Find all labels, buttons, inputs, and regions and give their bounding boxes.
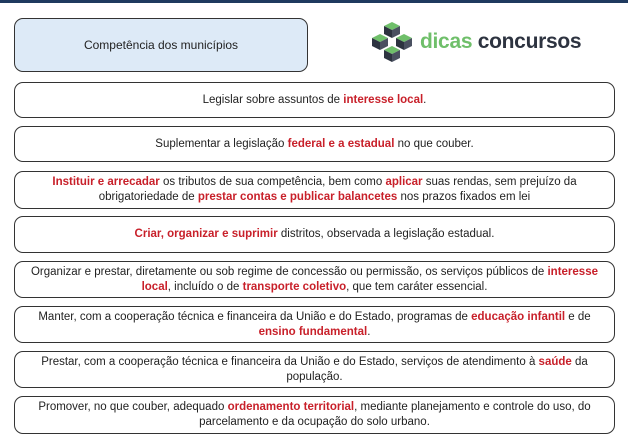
logo <box>370 20 581 64</box>
page-title: Competência dos municípios <box>83 38 239 52</box>
item-text-segment: Prestar, com a cooperação técnica e financeira da União e do Estado, serviços de atendimento à <box>41 355 539 368</box>
item-text-segment: e de <box>565 310 591 323</box>
competence-item <box>14 171 615 209</box>
item-text <box>27 175 602 205</box>
highlight-text: prestar contas e publicar balancetes <box>197 191 398 203</box>
competence-item <box>14 126 615 162</box>
highlight-text: ordenamento territorial <box>227 401 355 413</box>
item-text-segment: no que couber. <box>394 137 474 150</box>
item-text <box>27 310 602 340</box>
competence-item <box>14 396 615 434</box>
competence-item <box>14 216 615 253</box>
item-text-segment: , incluído o de <box>167 280 243 293</box>
item-text-segment: Manter, com a cooperação técnica e financeira da União e do Estado, programas de <box>38 310 472 323</box>
item-text <box>135 227 495 242</box>
highlight-text: Criar, organizar e suprimir <box>134 228 278 240</box>
item-text-segment: nos prazos fixados em lei <box>397 191 531 203</box>
top-border <box>0 0 628 3</box>
competence-item <box>14 351 615 388</box>
item-text <box>203 93 427 108</box>
logo-word-concursos: concursos <box>477 30 582 53</box>
item-text-segment: Organizar e prestar, diretamente ou sob regime de concessão ou permissão, os serviços públicos de <box>30 265 548 278</box>
competence-item <box>14 261 615 298</box>
highlight-text: ensino fundamental <box>258 325 368 338</box>
logo-text <box>420 30 581 54</box>
highlight-text: interesse local <box>343 93 424 106</box>
highlight-text: federal e a estadual <box>287 137 395 150</box>
highlight-text: saúde <box>538 355 572 368</box>
item-text-segment: . <box>423 93 427 106</box>
highlight-text: aplicar <box>385 176 423 188</box>
item-text-segment: distritos, observada a legislação estadual. <box>277 228 495 240</box>
logo-word-dicas: dicas <box>420 30 473 53</box>
item-text-segment: , mediante planejamento e controle do uso, do parcelamento e da ocupação do solo urbano. <box>199 401 591 428</box>
title-box <box>14 18 308 72</box>
item-text-segment: Legislar sobre assuntos de <box>202 93 344 106</box>
item-text-segment: . <box>367 325 371 338</box>
cubes-logo-icon <box>370 20 414 64</box>
competence-item <box>14 306 615 343</box>
competence-item <box>14 82 615 118</box>
highlight-text: educação infantil <box>471 310 566 323</box>
highlight-text: Instituir e arrecadar <box>52 176 160 188</box>
highlight-text: transporte coletivo <box>242 280 347 293</box>
item-text <box>27 400 602 430</box>
item-text-segment: da população. <box>286 355 588 383</box>
item-text-segment: , que tem caráter essencial. <box>346 280 488 293</box>
highlight-text: interesse local <box>141 265 598 293</box>
item-text <box>27 265 602 295</box>
item-text-segment: os tributos de sua competência, bem como <box>159 176 386 188</box>
item-text-segment: Promover, no que couber, adequado <box>38 401 228 413</box>
item-text-segment: Suplementar a legislação <box>155 137 288 150</box>
item-text-segment: suas rendas, sem prejuízo da obrigatoriedade de <box>98 176 577 203</box>
item-text <box>27 355 602 385</box>
item-text <box>155 137 473 152</box>
